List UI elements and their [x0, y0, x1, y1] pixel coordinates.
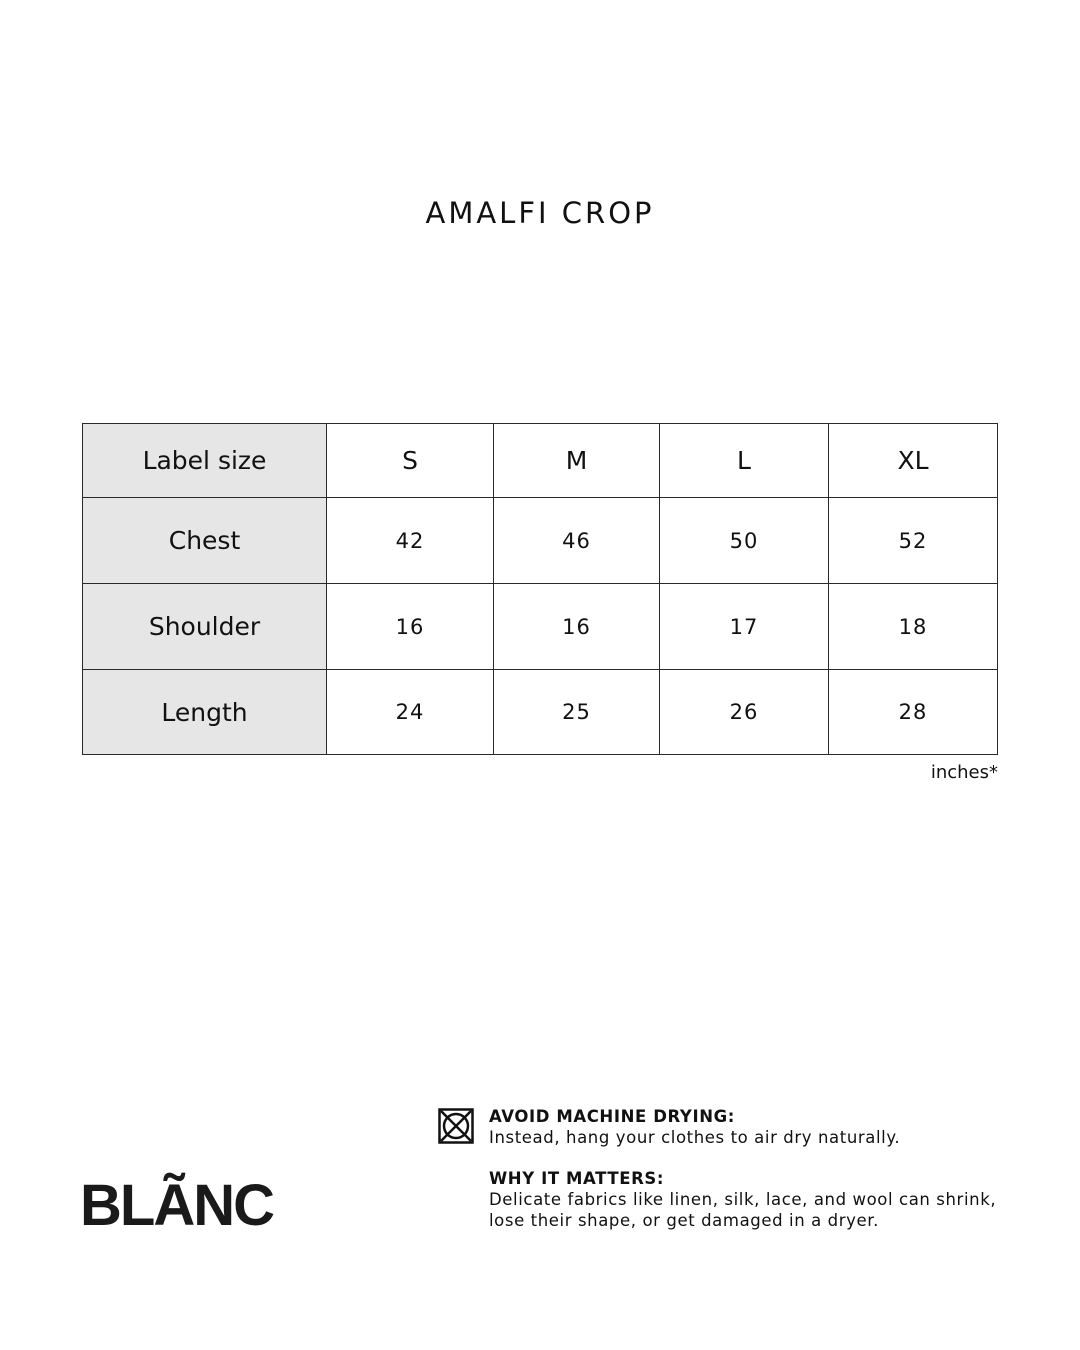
unit-note: inches* — [930, 762, 998, 783]
table-cell: 18 — [829, 584, 998, 670]
care-instruction-block — [489, 1106, 1049, 1148]
size-header-l: L — [660, 424, 829, 498]
care-reason-block — [489, 1168, 1049, 1231]
brand-logo: BLÃNC — [80, 1173, 273, 1238]
table-row — [83, 670, 998, 755]
size-chart-table — [82, 423, 998, 755]
do-not-tumble-dry-icon — [438, 1108, 474, 1144]
table-header-row — [83, 424, 998, 498]
table-cell: 16 — [494, 584, 660, 670]
reason-heading: WHY IT MATTERS: — [489, 1169, 665, 1188]
size-header-xl: XL — [829, 424, 998, 498]
table-row — [83, 584, 998, 670]
reason-text-line-1: Delicate fabrics like linen, silk, lace, and wool can shrink, — [489, 1190, 997, 1209]
instruction-text: Instead, hang your clothes to air dry naturally. — [489, 1128, 901, 1147]
size-header-s: S — [327, 424, 494, 498]
size-header-m: M — [494, 424, 660, 498]
reason-text-line-2: lose their shape, or get damaged in a dryer. — [489, 1211, 879, 1230]
instruction-heading: AVOID MACHINE DRYING: — [489, 1107, 735, 1126]
table-cell: 24 — [327, 670, 494, 755]
table-cell: 42 — [327, 498, 494, 584]
table-cell: 25 — [494, 670, 660, 755]
table-cell: 46 — [494, 498, 660, 584]
table-cell: 16 — [327, 584, 494, 670]
page-title: AMALFI CROP — [425, 196, 655, 230]
label-size-header: Label size — [83, 424, 327, 498]
row-label-shoulder: Shoulder — [83, 584, 327, 670]
table-cell: 52 — [829, 498, 998, 584]
row-label-length: Length — [83, 670, 327, 755]
table-cell: 17 — [660, 584, 829, 670]
row-label-chest: Chest — [83, 498, 327, 584]
table-cell: 26 — [660, 670, 829, 755]
table-row — [83, 498, 998, 584]
table-cell: 50 — [660, 498, 829, 584]
table-cell: 28 — [829, 670, 998, 755]
